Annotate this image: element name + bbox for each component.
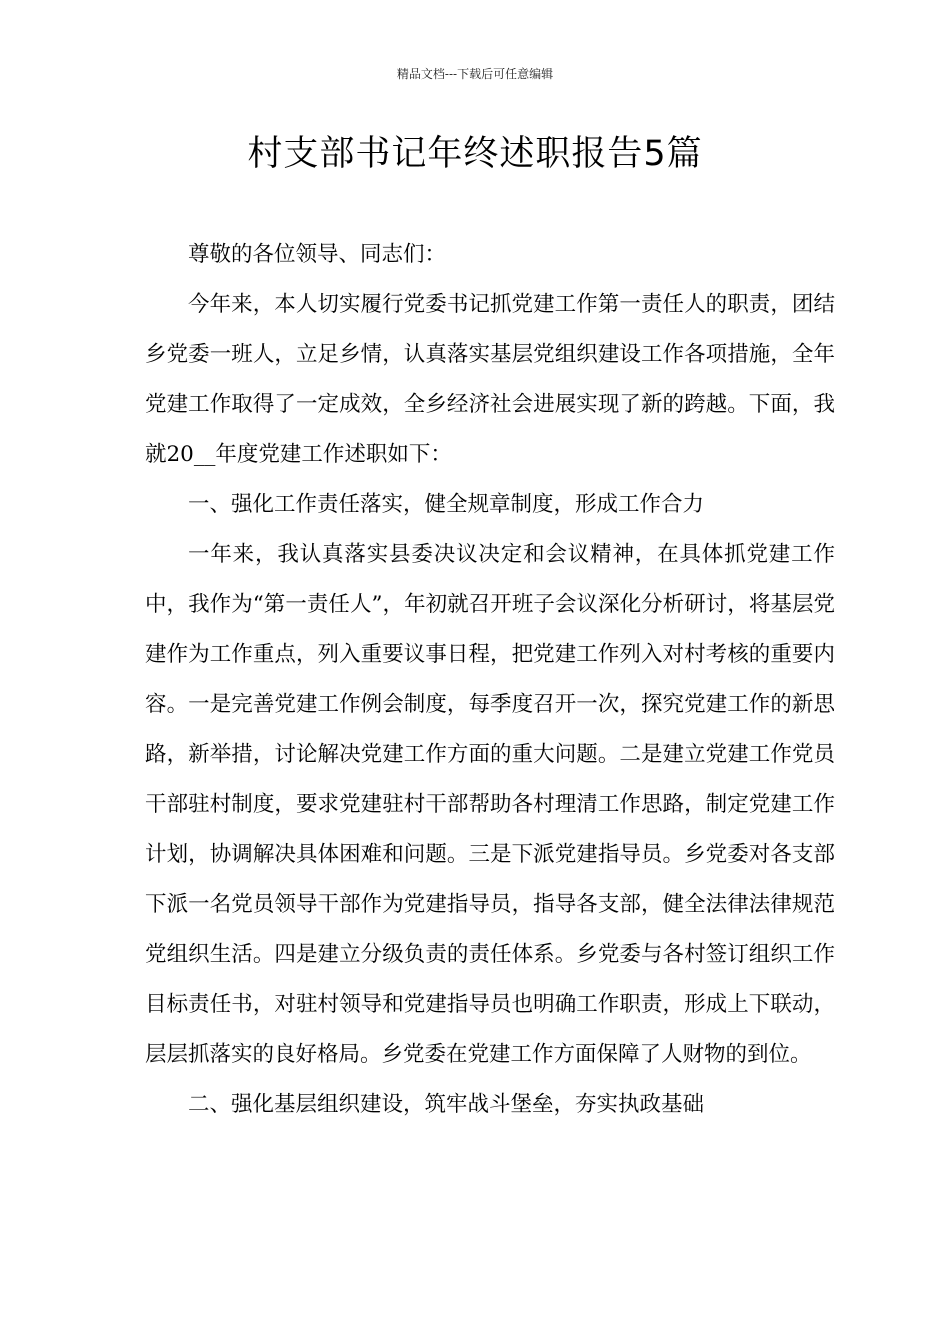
page-header: 精品文档---下载后可任意编辑 bbox=[396, 67, 554, 81]
intro-paragraph: 今年来，本人切实履行党委书记抓党建工作第一责任人的职责，团结乡党委一班人，立足乡情，认真落实基层党组织建设工作各项措施，全年党建工作取得了一定成效，全乡经济社会进展实现了新的跨越。下面，我就20__年度党建工作述职如下： bbox=[145, 292, 835, 467]
document-body bbox=[145, 230, 835, 1130]
section-heading-2: 二、强化基层组织建设，筑牢战斗堡垒，夯实执政基础 bbox=[188, 1092, 705, 1117]
document-title: 村支部书记年终述职报告5篇 bbox=[247, 134, 703, 174]
salutation-paragraph: 尊敬的各位领导、同志们： bbox=[188, 242, 447, 267]
section-heading-1: 一、强化工作责任落实，健全规章制度，形成工作合力 bbox=[188, 492, 705, 517]
section-1-paragraph: 一年来，我认真落实县委决议决定和会议精神，在具体抓党建工作中，我作为“第一责任人”，年初就召开班子会议深化分析研讨，将基层党建作为工作重点，列入重要议事日程，把党建工作列入对村考核的重要内容。一是完善党建工作例会制度，每季度召开一次，探究党建工作的新思路，新举措，讨论解决党建工作方面的重大问题。二是建立党建工作党员干部驻村制度，要求党建驻村干部帮助各村理清工作思路，制定党建工作计划，协调解决具体困难和问题。三是下派党建指导员。乡党委对各支部下派一名党员领导干部作为党建指导员，指导各支部，健全法律法律规范党组织生活。四是建立分级负责的责任体系。乡党委与各村签订组织工作目标责任书，对驻村领导和党建指导员也明确工作职责，形成上下联动，层层抓落实的良好格局。乡党委在党建工作方面保障了人财物的到位。 bbox=[145, 542, 835, 1067]
